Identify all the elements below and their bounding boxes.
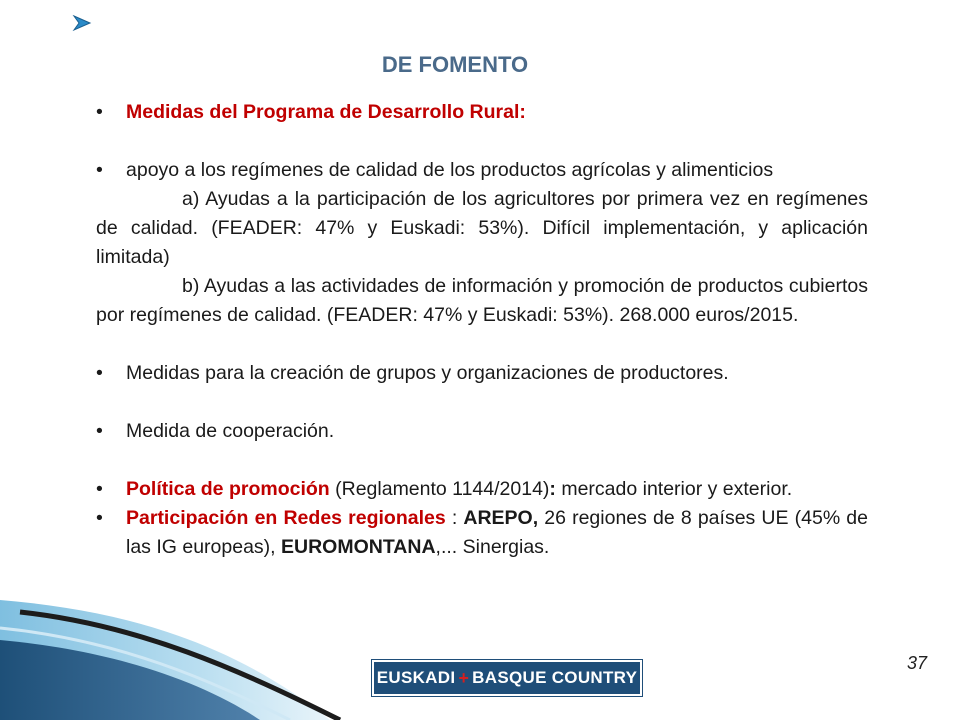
- bullet-dot: •: [96, 362, 103, 384]
- bullet-dot: •: [96, 507, 103, 529]
- redes-sep: :: [445, 507, 464, 529]
- bullet-promocion: [96, 475, 868, 504]
- bullet-apoyo: [96, 156, 868, 185]
- bullet-programa: [96, 98, 868, 127]
- logo-text-left: EUSKADI: [376, 668, 456, 687]
- bullet-programa-text: Medidas del Programa de Desarrollo Rural:: [126, 101, 526, 123]
- promocion-mercado: mercado interior y exterior.: [555, 478, 793, 500]
- bullet-cooperacion: [96, 417, 868, 446]
- promocion-heading: Política de promoción: [126, 478, 330, 500]
- wave-mid: [0, 640, 260, 720]
- bullet-dot: •: [96, 420, 103, 442]
- euskadi-basque-country-logo: [372, 660, 642, 696]
- wave-light-stroke: [0, 628, 290, 720]
- slide-body: [96, 98, 868, 562]
- redes-sinergias: ,... Sinergias.: [435, 536, 550, 558]
- promocion-colon: :: [549, 478, 556, 500]
- promocion-reglamento: (Reglamento 1144/2014): [329, 478, 550, 500]
- redes-heading: Participación en Redes regionales: [126, 507, 446, 529]
- redes-arepo: AREPO,: [463, 507, 539, 529]
- page-number: 37: [906, 653, 927, 673]
- bullet-apoyo-text: apoyo a los regímenes de calidad de los productos agrícolas y alimenticios: [126, 159, 774, 181]
- bullet-dot: •: [96, 101, 103, 123]
- redes-euromontana: EUROMONTANA: [281, 536, 436, 558]
- arrow-bullet-icon: [72, 14, 94, 32]
- bullet-grupos: [96, 359, 868, 388]
- paragraph-b: b) Ayudas a las actividades de información y promoción de productos cubiertos por regímenes de calidad. (FEADER: 47% y Euskadi: 53%). 268.000 euros/2015.: [96, 275, 868, 326]
- redes-regiones: 26 regiones de 8 países UE (45% de las IG europeas),: [126, 507, 868, 558]
- bullet-dot: •: [96, 159, 103, 181]
- bullet-cooperacion-text: Medida de cooperación.: [126, 420, 335, 442]
- bullet-grupos-text: Medidas para la creación de grupos y organizaciones de productores.: [126, 362, 729, 384]
- wave-dark-stroke: [20, 612, 340, 720]
- wave-light: [0, 600, 330, 720]
- logo-text-right: BASQUE COUNTRY: [472, 668, 638, 687]
- logo-cross-icon: +: [458, 667, 470, 688]
- bullet-redes: [96, 504, 868, 562]
- bullet-dot: •: [96, 478, 103, 500]
- paragraph-a: a) Ayudas a la participación de los agricultores por primera vez en regímenes de calidad. (FEADER: 47% y Euskadi: 53%). Difícil implementación, y aplicación limitada): [96, 188, 868, 268]
- slide-title: DE FOMENTO: [381, 52, 529, 77]
